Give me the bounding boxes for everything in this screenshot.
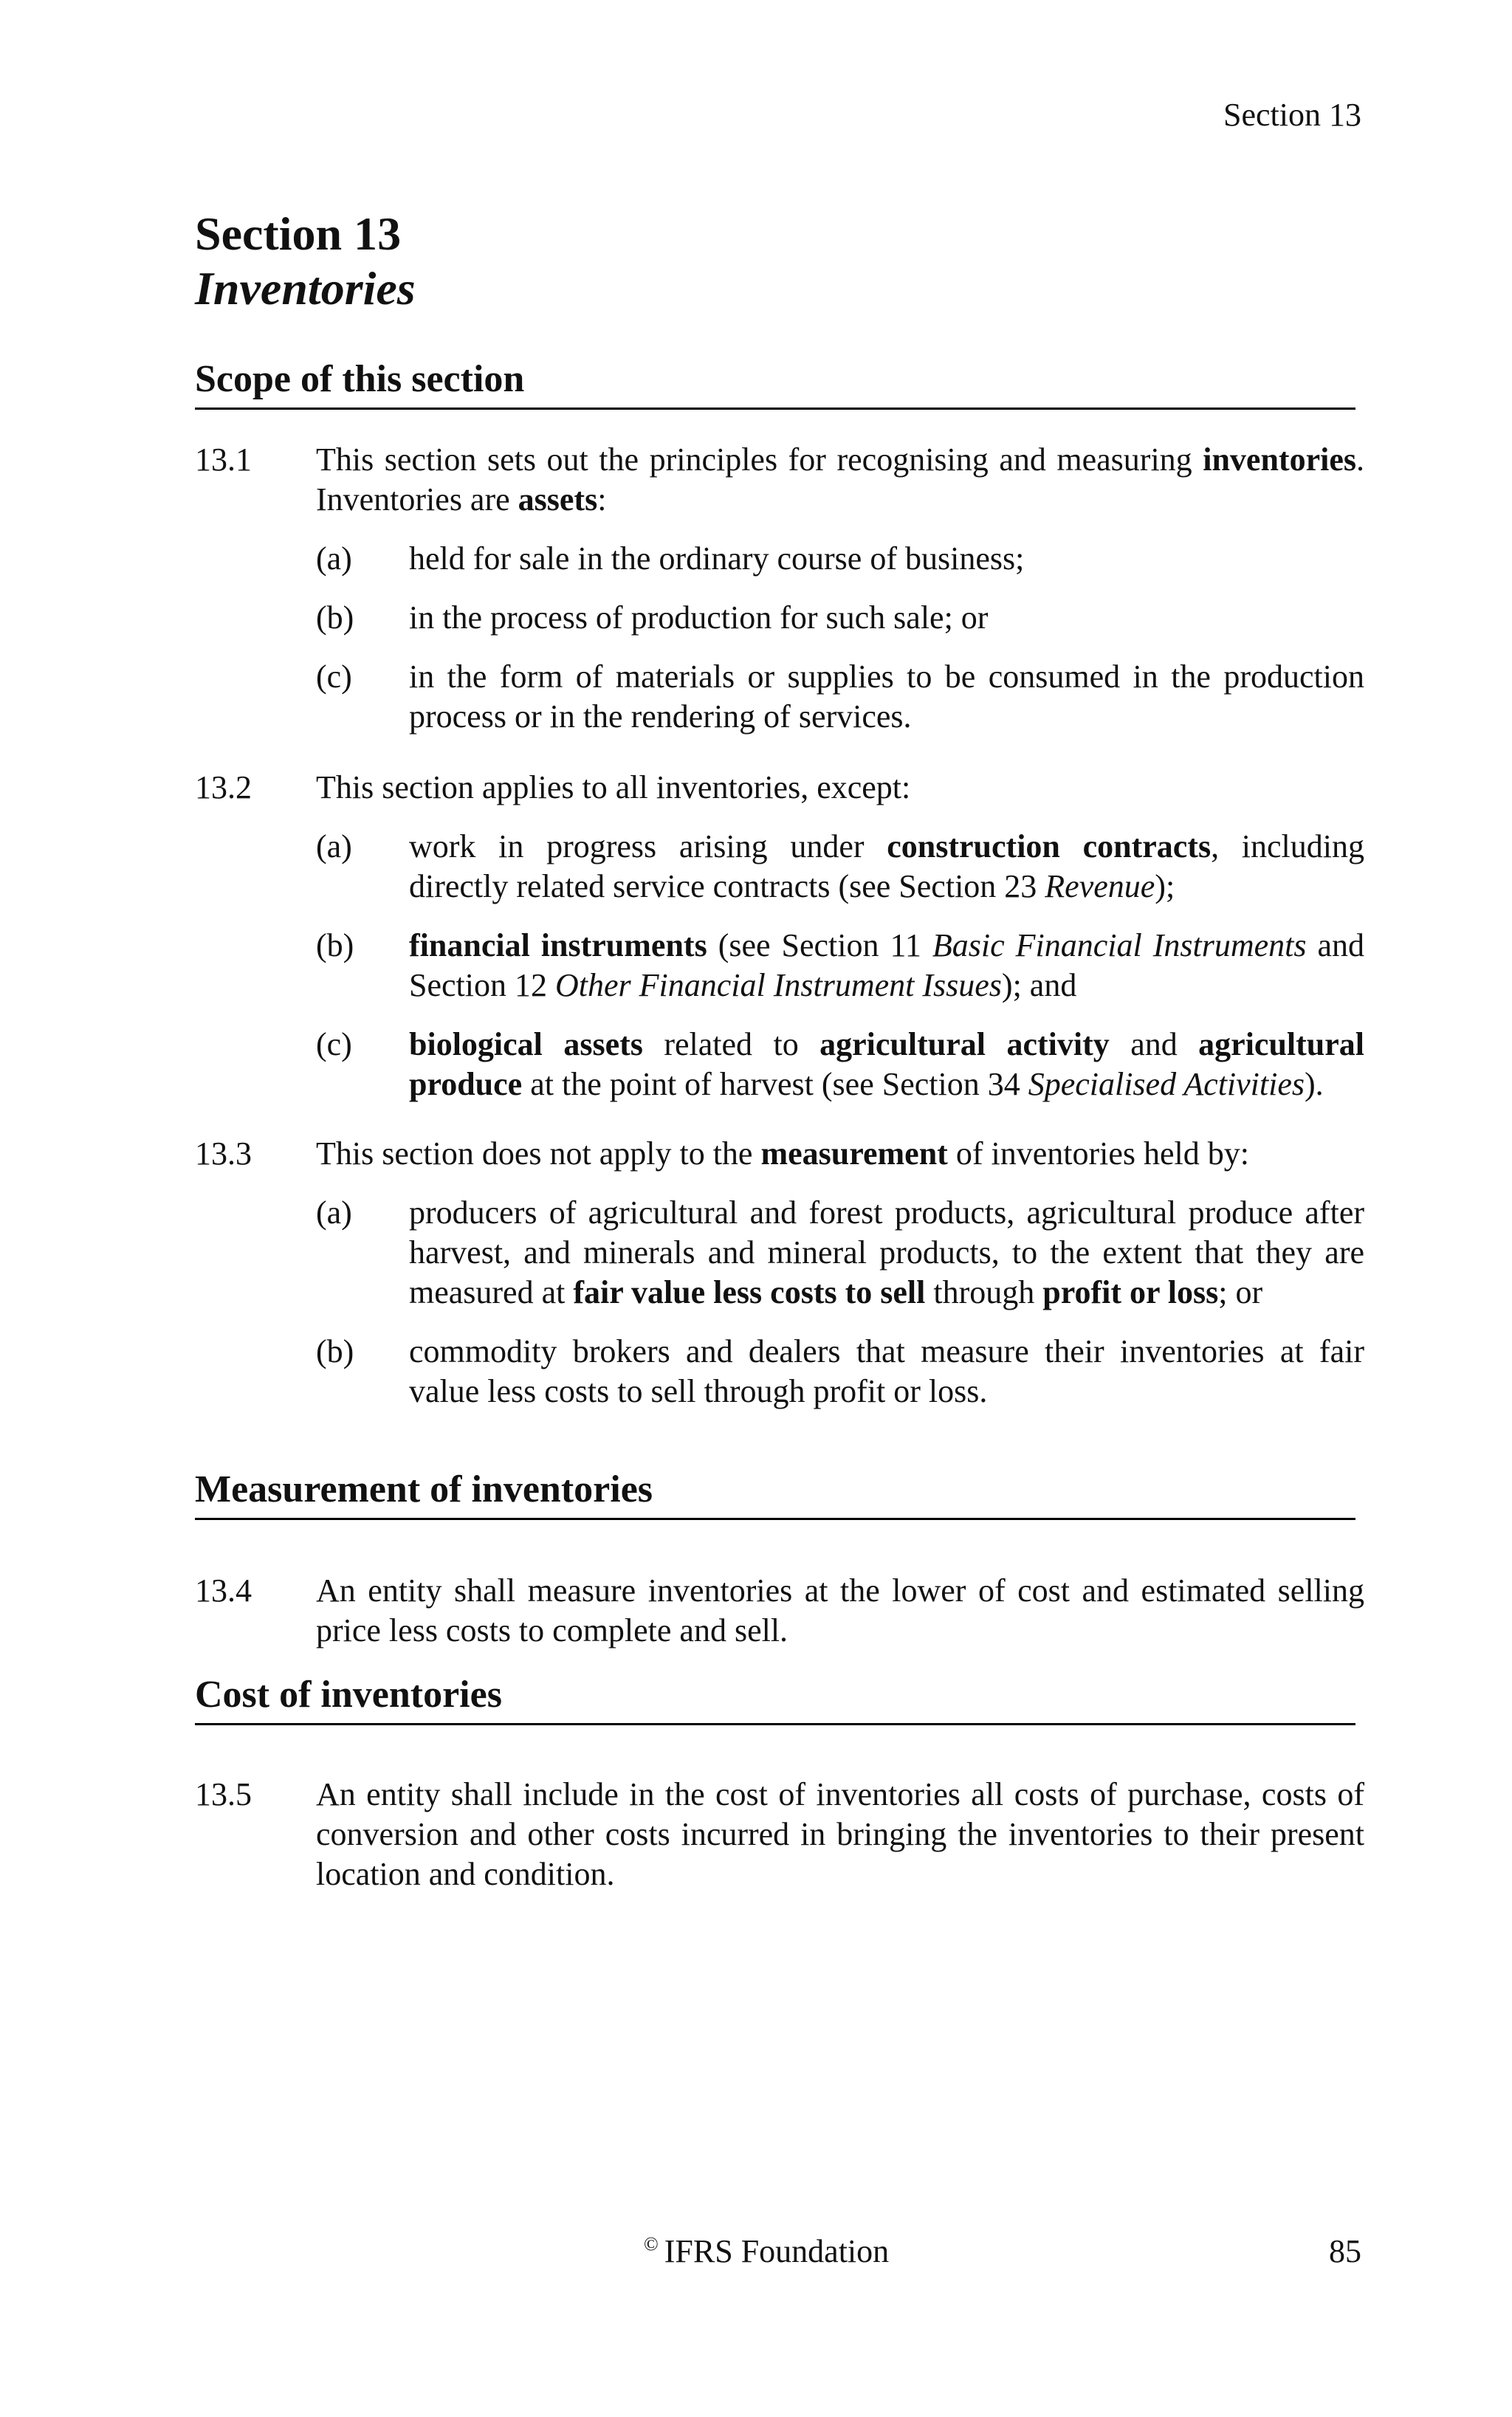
list-item: (c) in the form of materials or supplies to be consumed in the production process or in the rendering of services. [316, 659, 1364, 735]
paragraph-text: This section applies to all inventories, except: [316, 769, 911, 805]
paragraph-13-5 [195, 1775, 1364, 1894]
list-item: (b) financial instruments (see Section 11 Basic Financial Instruments and Section 12 Other Financial Instrument Issues); and [316, 927, 1365, 1003]
item-list [316, 1193, 1364, 1412]
copyright-symbol: © [644, 2233, 659, 2255]
organization-name: IFRS Foundation [664, 2233, 890, 2269]
list-item: (b) commodity brokers and dealers that measure their inventories at fair value less costs to sell through profit or loss. [316, 1333, 1364, 1409]
list-item: (a) producers of agricultural and forest products, agricultural produce after harvest, and minerals and mineral products, to the extent that they are measured at fair value less costs to sell through profit or loss; or [316, 1194, 1364, 1310]
paragraph-number: 13.3 [195, 1135, 252, 1172]
paragraph-text: This section sets out the principles for recognising and measuring inventories. Inventories are assets: [316, 441, 1364, 518]
item-list [316, 539, 1364, 737]
paragraph-number: 13.1 [195, 441, 252, 478]
paragraph-13-2 [195, 768, 1364, 1104]
paragraph-number: 13.5 [195, 1776, 252, 1812]
running-header: Section 13 [1223, 97, 1361, 133]
copyright-notice [644, 2232, 889, 2270]
paragraph-text: This section does not apply to the measurement of inventories held by: [316, 1135, 1249, 1172]
paragraph-13-1 [195, 440, 1364, 737]
section-name: Inventories [195, 262, 416, 314]
list-item: (a) work in progress arising under construction contracts, including directly related service contracts (see Section 23 Revenue); [316, 828, 1365, 904]
paragraph-number: 13.2 [195, 769, 252, 805]
paragraph-number: 13.4 [195, 1572, 252, 1609]
section-number: Section 13 [195, 207, 402, 260]
paragraph-text: An entity shall measure inventories at the lower of cost and estimated selling price less costs to complete and sell. [316, 1572, 1364, 1648]
list-item: (c) biological assets related to agricultural activity and agricultural produce at the point of harvest (see Section 34 Specialised Activities). [316, 1026, 1365, 1102]
paragraph-13-4 [195, 1571, 1364, 1651]
item-list [316, 827, 1364, 1104]
heading-measurement: Measurement of inventories [195, 1468, 1355, 1520]
heading-scope: Scope of this section [195, 357, 1355, 410]
paragraph-13-3 [195, 1134, 1364, 1412]
page-number: 85 [1329, 2233, 1361, 2269]
list-item: (b) in the process of production for such sale; or [316, 599, 989, 636]
list-item: (a) held for sale in the ordinary course of business; [316, 540, 1025, 577]
section-title [195, 207, 416, 316]
heading-cost: Cost of inventories [195, 1673, 1355, 1725]
paragraph-text: An entity shall include in the cost of inventories all costs of purchase, costs of conversion and other costs incurred in bringing the inventories to their present location and condition. [316, 1776, 1364, 1892]
